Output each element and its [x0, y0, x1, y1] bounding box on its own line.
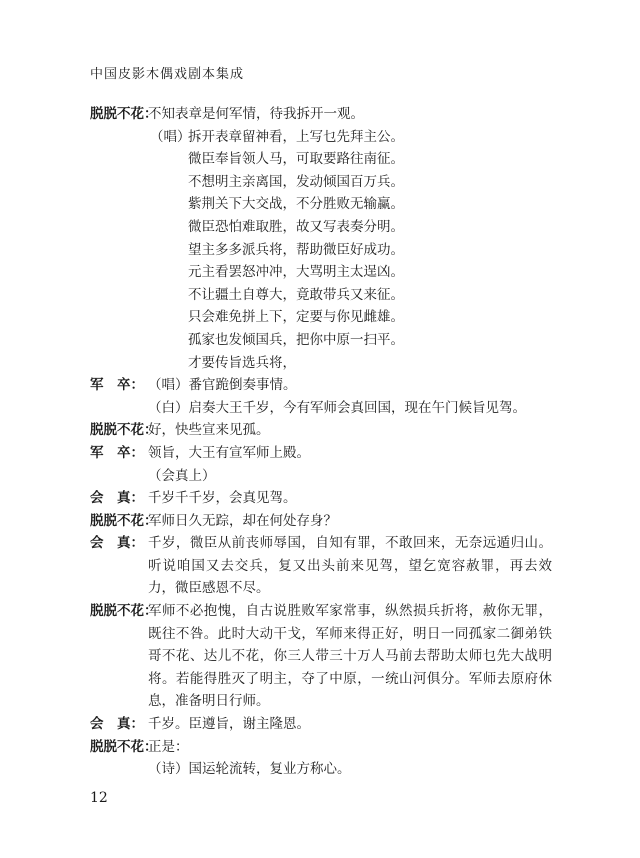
verse-line: 紫荆关下大交战，不分胜败无输赢。 [188, 196, 404, 213]
verse-line: 不让疆土自尊大，竟敢带兵又来征。 [188, 286, 404, 303]
speaker: 军 卒： [90, 444, 144, 461]
verse-line: 微臣奉旨领人马，可取要路往南征。 [188, 151, 404, 168]
dialogue-line [90, 736, 552, 759]
line-text: 拆开表章留神看，上写乜先拜主公。 [188, 128, 404, 145]
speaker: 军 卒： [90, 377, 144, 394]
poem-line: （诗）国运轮流转，复业方称心。 [148, 761, 351, 778]
dialogue-line [90, 510, 552, 533]
verse-line: 只会难免拼上下，定要与你见雌雄。 [188, 309, 404, 326]
verse-line: 微臣恐怕难取胜，故又写表奏分明。 [188, 218, 404, 235]
line-text: 军师日久无踪，却在何处存身？ [148, 512, 337, 529]
speaker: 脱脱不花： [90, 603, 158, 620]
speaker: 脱脱不花： [90, 512, 158, 529]
verse-line: 元主看罢怒冲冲，大骂明主太逞凶。 [188, 264, 404, 281]
dialogue-line [90, 103, 552, 126]
verse-line: 才要传旨选兵将， [188, 354, 296, 371]
dialogue-line [90, 600, 552, 713]
speaker: 脱脱不花： [90, 106, 158, 122]
line-text: 千岁。臣遵旨，谢主隆恩。 [148, 716, 310, 733]
script-body [90, 103, 552, 781]
speaker: 脱脱不花： [90, 738, 158, 755]
dialogue-line [90, 532, 552, 600]
dialogue-continuation: （白）启奏大王千岁，今有军师会真回国，现在午门候旨见驾。 [148, 399, 526, 416]
verse-line [90, 126, 552, 149]
dialogue-line [90, 487, 552, 510]
line-text: （唱）番官跪倒奏事情。 [148, 377, 297, 394]
line-text: 不知表章是何军情，待我拆开一观。 [148, 106, 364, 122]
line-text: 领旨，大王有宣军师上殿。 [148, 444, 310, 461]
verse-line: 不想明主亲离国，发动倾国百万兵。 [188, 173, 404, 190]
speaker: 会 真： [90, 490, 144, 507]
speaker: 会 真： [90, 716, 144, 733]
dialogue-line [90, 374, 552, 397]
verse-line: 孤家也发倾国兵，把你中原一扫平。 [188, 331, 404, 348]
line-text: 千岁千千岁，会真见驾。 [148, 490, 297, 507]
line-text: 好，快些宣来见孤。 [148, 422, 270, 439]
speaker: 会 真： [90, 535, 144, 552]
stage-direction: （会真上） [148, 467, 216, 484]
stage-tag: （唱） [150, 128, 191, 145]
line-text: 千岁，微臣从前丧师辱国，自知有罪，不敢回来，无奈远遁归山。听说咱国又去交兵，复又出头前来见驾，望乞宽容赦罪，再去效力，微臣感恩不尽。 [148, 535, 552, 597]
line-text: 正是： [148, 738, 189, 755]
dialogue-line [90, 442, 552, 465]
line-text: 军师不必抱愧，自古说胜败军家常事，纵然损兵折将，赦你无罪，既往不咎。此时大动干戈，军师来得正好，明日一同孤家二御弟铁哥不花、达儿不花，你三人带三十万人马前去帮助太师乜先大战明将。若能得胜灭了明主，夺了中原，一统山河俱分。军师去原府休息，准备明日行师。 [148, 603, 552, 710]
dialogue-line [90, 713, 552, 736]
running-header: 中国皮影木偶戏剧本集成 [90, 67, 245, 82]
speaker: 脱脱不花： [90, 422, 158, 439]
verse-line: 望主多多派兵将，帮助微臣好成功。 [188, 241, 404, 258]
page-number: 12 [90, 790, 108, 806]
dialogue-line [90, 419, 552, 442]
